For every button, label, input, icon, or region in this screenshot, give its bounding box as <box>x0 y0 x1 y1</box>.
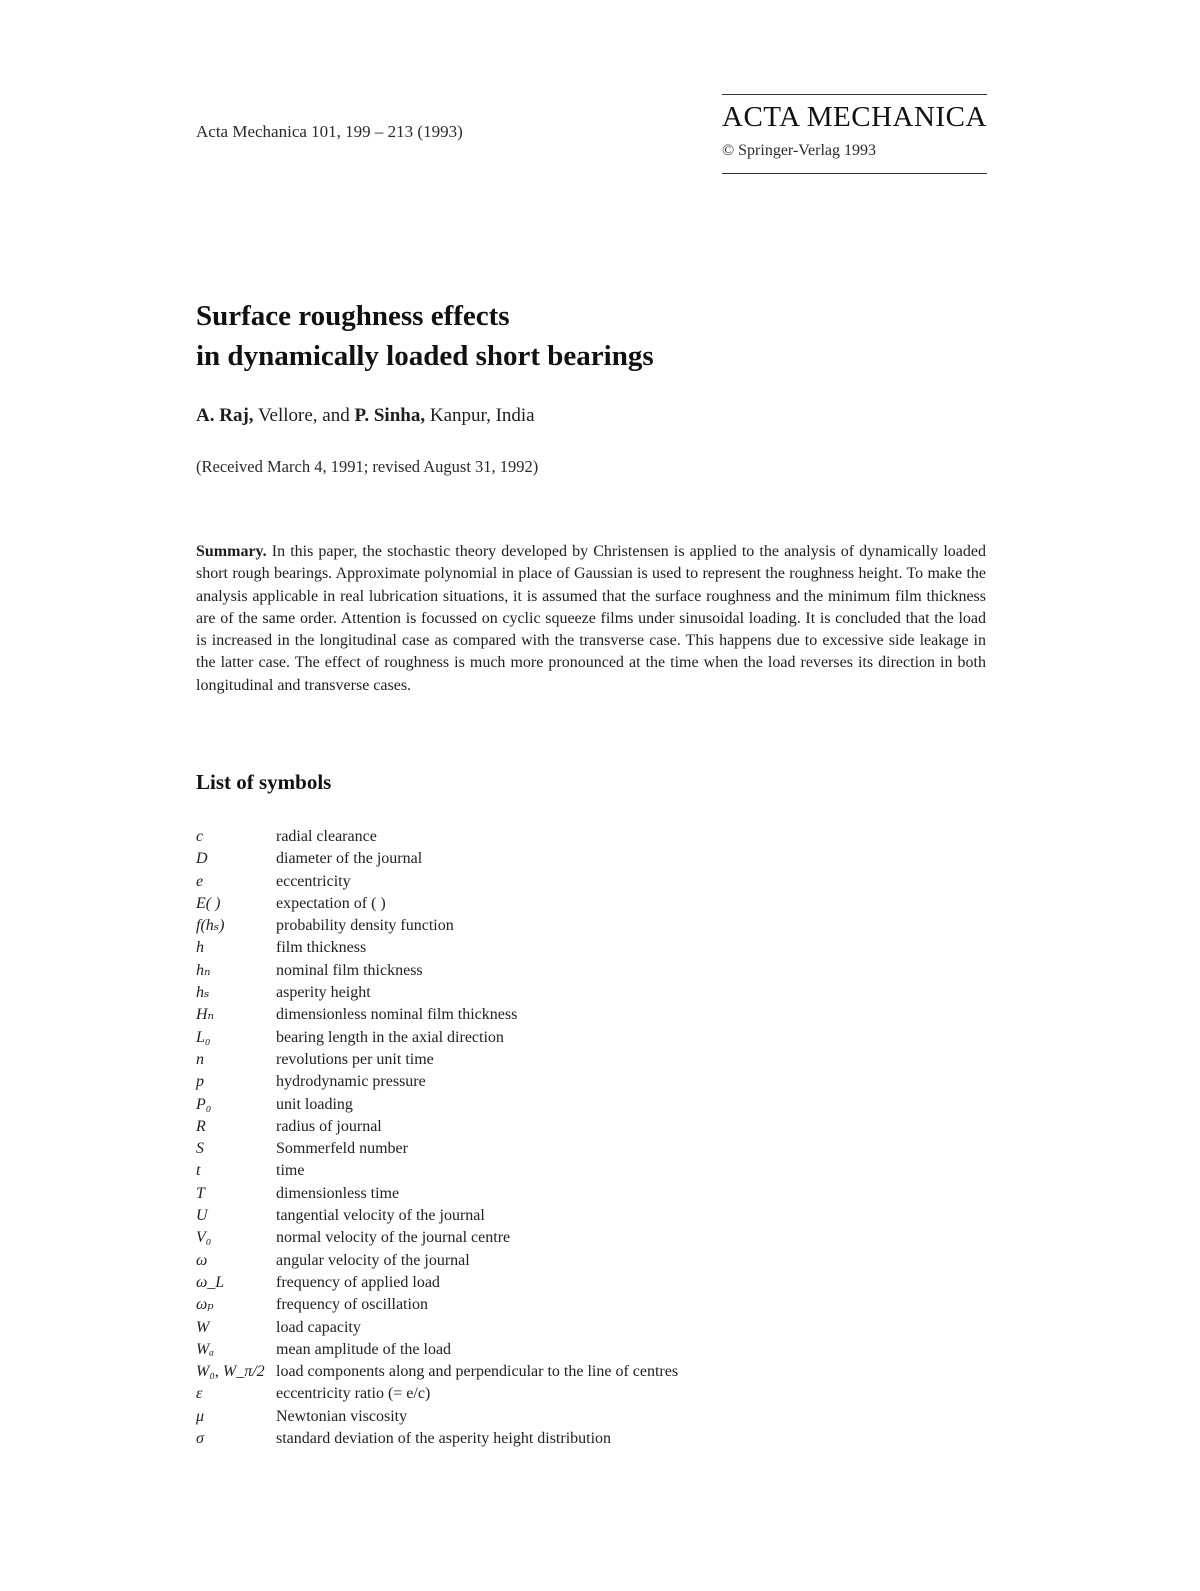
symbol-description: load capacity <box>276 1318 361 1336</box>
symbol-row <box>196 1361 678 1383</box>
journal-masthead-title: ACTA MECHANICA <box>722 101 987 133</box>
symbol-description: normal velocity of the journal centre <box>276 1229 511 1247</box>
received-dates: (Received March 4, 1991; revised August 31, 1992) <box>196 457 539 476</box>
symbol-term: e <box>196 872 204 890</box>
symbol-row <box>196 1227 678 1249</box>
symbol-term: ωₚ <box>196 1296 214 1314</box>
symbol-term: U <box>196 1207 208 1225</box>
symbol-row <box>196 915 678 937</box>
symbol-term: ω_L <box>196 1273 225 1291</box>
symbol-term: t <box>196 1162 201 1180</box>
symbol-term: hₙ <box>196 961 211 979</box>
author-1-affiliation: Vellore, and <box>253 405 355 426</box>
journal-masthead <box>722 94 987 174</box>
symbol-term: D <box>196 850 208 868</box>
symbol-term: R <box>196 1117 206 1135</box>
symbol-term: hₛ <box>196 984 210 1002</box>
symbol-description: probability density function <box>276 917 454 935</box>
symbol-description: dimensionless time <box>276 1184 400 1202</box>
paper-title-line-1: Surface roughness effects <box>196 300 510 332</box>
symbol-term: W₀, W_π/2 <box>196 1363 265 1381</box>
symbol-row <box>196 1138 678 1160</box>
symbols-list <box>196 826 678 1450</box>
symbol-row <box>196 826 678 848</box>
symbol-row <box>196 1339 678 1361</box>
symbol-term: Hₙ <box>196 1006 215 1024</box>
symbol-row <box>196 893 678 915</box>
symbol-term: S <box>196 1140 204 1158</box>
symbol-description: angular velocity of the journal <box>276 1251 470 1269</box>
symbol-description: nominal film thickness <box>276 961 423 979</box>
symbol-description: eccentricity <box>276 872 351 890</box>
symbol-row <box>196 1406 678 1428</box>
symbol-description: frequency of oscillation <box>276 1296 428 1314</box>
symbol-description: Sommerfeld number <box>276 1140 408 1158</box>
symbol-row <box>196 1250 678 1272</box>
symbol-term: ε <box>196 1385 203 1403</box>
symbol-description: radial clearance <box>276 828 377 845</box>
symbol-description: film thickness <box>276 939 367 957</box>
symbol-term: f(hₛ) <box>196 917 225 935</box>
symbol-term: T <box>196 1184 205 1202</box>
symbol-term: L₀ <box>196 1028 211 1046</box>
symbol-term: μ <box>196 1407 205 1425</box>
symbol-description: revolutions per unit time <box>276 1050 434 1068</box>
symbol-row <box>196 1294 678 1316</box>
publisher-copyright: © Springer-Verlag 1993 <box>722 142 877 159</box>
symbols-heading: List of symbols <box>196 770 332 794</box>
symbol-term: h <box>196 939 204 957</box>
symbol-description: tangential velocity of the journal <box>276 1207 485 1225</box>
symbol-term: σ <box>196 1430 204 1448</box>
symbol-description: diameter of the journal <box>276 850 423 868</box>
author-2-name: P. Sinha, <box>354 405 426 426</box>
symbol-row <box>196 960 678 982</box>
symbol-row <box>196 1183 678 1205</box>
symbol-row <box>196 848 678 870</box>
symbol-term: n <box>196 1050 204 1068</box>
symbol-row <box>196 1160 678 1182</box>
paper-title-line-2: in dynamically loaded short bearings <box>196 340 654 372</box>
symbol-description: eccentricity ratio (= e/c) <box>276 1385 431 1403</box>
symbol-row <box>196 871 678 893</box>
symbol-description: asperity height <box>276 984 371 1002</box>
symbol-description: bearing length in the axial direction <box>276 1028 504 1046</box>
symbol-description: hydrodynamic pressure <box>276 1073 426 1091</box>
symbol-term: c <box>196 828 204 845</box>
symbol-term: Wₐ <box>196 1340 215 1358</box>
symbol-term: V₀ <box>196 1229 212 1247</box>
symbol-description: Newtonian viscosity <box>276 1407 408 1425</box>
symbol-description: time <box>276 1162 305 1180</box>
author-line <box>196 405 535 427</box>
symbol-description: standard deviation of the asperity height distribution <box>276 1430 612 1448</box>
summary-abstract <box>196 541 986 697</box>
symbol-row <box>196 1004 678 1026</box>
symbol-description: mean amplitude of the load <box>276 1340 452 1358</box>
symbol-row <box>196 1116 678 1138</box>
symbol-term: W <box>196 1318 210 1336</box>
symbol-term: p <box>196 1073 204 1091</box>
summary-text: In this paper, the stochastic theory developed by Christensen is applied to the analysis of dynamically loaded short rough bearings. Approximate polynomial in place of Gaussian is used to represent the roughness height. To make the analysis applicable in real lubrication situations, it is assumed that the surface roughness and the minimum film thickness are of the same order. Attention is focussed on cyclic squeeze films under sinusoidal loading. It is concluded that the load is increased in the longitudinal case as compared with the transverse case. This happens due to excessive side leakage in the latter case. The effect of roughness is much more pronounced at the time when the load reverses its direction in both longitudinal and transverse cases. <box>196 543 986 694</box>
symbol-row <box>196 1428 678 1450</box>
symbol-row <box>196 1205 678 1227</box>
symbol-description: radius of journal <box>276 1117 382 1135</box>
symbol-row <box>196 1317 678 1339</box>
symbol-term: ω <box>196 1251 208 1269</box>
symbol-description: unit loading <box>276 1095 353 1113</box>
symbol-row <box>196 1071 678 1093</box>
summary-label: Summary. <box>196 543 267 560</box>
author-1-name: A. Raj, <box>196 405 254 426</box>
paper-title <box>196 296 654 376</box>
symbol-row <box>196 1027 678 1049</box>
symbol-row <box>196 1383 678 1405</box>
symbol-description: load components along and perpendicular to the line of centres <box>276 1363 679 1381</box>
symbol-row <box>196 937 678 959</box>
author-2-affiliation: Kanpur, India <box>425 405 535 426</box>
symbol-row <box>196 1094 678 1116</box>
symbol-description: frequency of applied load <box>276 1273 440 1291</box>
symbol-row <box>196 1049 678 1071</box>
symbol-term: E( ) <box>196 894 221 912</box>
symbol-description: expectation of ( ) <box>276 894 386 912</box>
symbol-description: dimensionless nominal film thickness <box>276 1006 518 1024</box>
symbol-row <box>196 982 678 1004</box>
symbol-term: P₀ <box>196 1095 212 1113</box>
journal-reference: Acta Mechanica 101, 199 – 213 (1993) <box>196 122 463 141</box>
symbol-row <box>196 1272 678 1294</box>
